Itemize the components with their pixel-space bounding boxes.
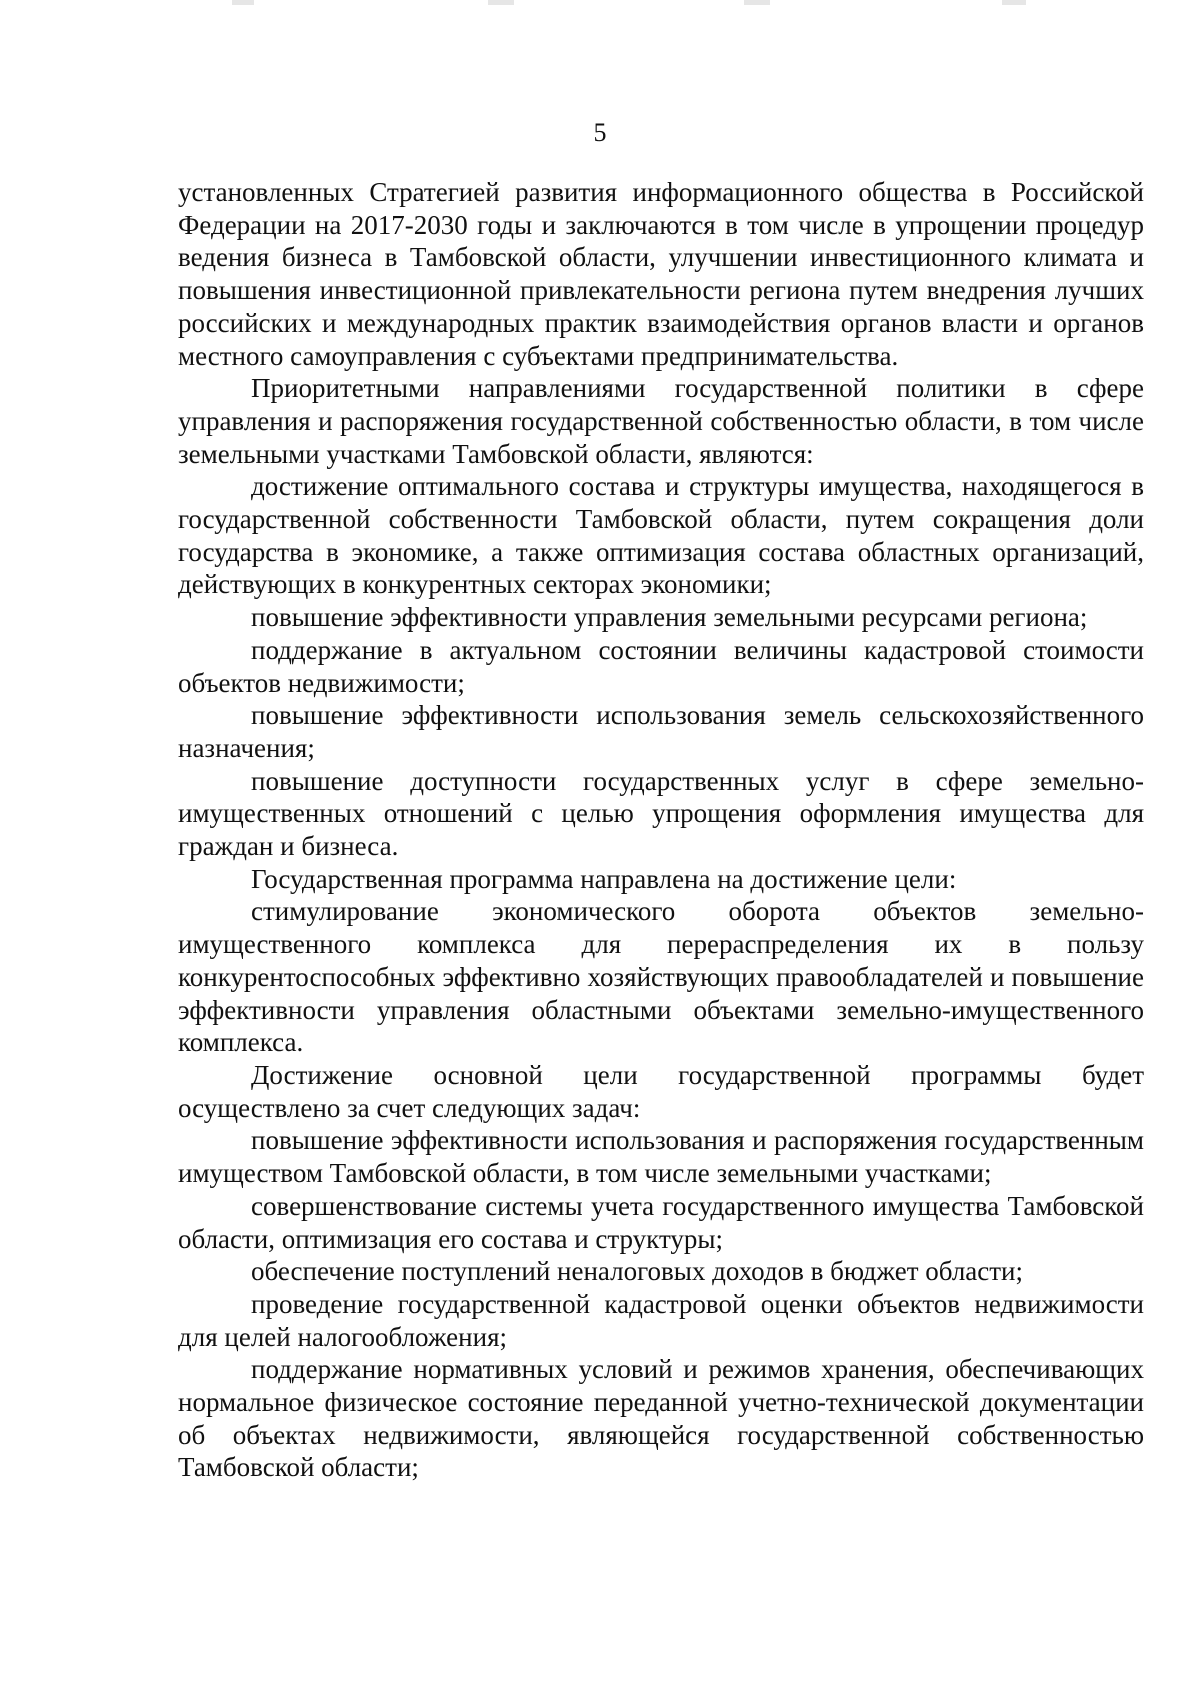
paragraph: достижение оптимального состава и структуры имущества, находящегося в государственной собственности Тамбовской области, путем сокращения доли государства в экономике, а также оптимизация состава областных организаций, действующих в конкурентных секторах экономики;: [178, 471, 1144, 600]
paragraph: Государственная программа направлена на достижение цели:: [251, 863, 957, 894]
paragraph: совершенствование системы учета государственного имущества Тамбовской области, оптимизация его состава и структуры;: [178, 1190, 1144, 1254]
paragraph: повышение эффективности использования земель сельскохозяйственного назначения;: [178, 700, 1144, 763]
scan-artifact: [1002, 0, 1026, 5]
scan-artifact: [232, 0, 254, 5]
paragraph: Достижение основной цели государственной программы будет осуществлено за счет следующих задач:: [178, 1059, 1144, 1123]
paragraph: установленных Стратегией развития информационного общества в Российской Федерации на 2017-2030 годы и заключаются в том числе в упрощении процедур ведения бизнеса в Тамбовской области, улучшении инвестиционного климата и повышения инвестиционной привлекательности региона путем внедрения лучших российских и международных практик взаимодействия органов власти и органов местного самоуправления с субъектами предпринимательства.: [178, 177, 1144, 371]
paragraph: стимулирование экономического оборота объектов земельно-имущественного комплекса для перераспределения их в пользу конкурентоспособных эффективно хозяйствующих правообладателей и повышение эффективности управления областными объектами земельно-имущественного комплекса.: [178, 896, 1144, 1058]
paragraph: проведение государственной кадастровой оценки объектов недвижимости для целей налогообложения;: [178, 1288, 1144, 1352]
paragraph: повышение эффективности использования и распоряжения государственным имуществом Тамбовской области, в том числе земельными участками;: [178, 1125, 1144, 1189]
paragraph: Приоритетными направлениями государственной политики в сфере управления и распоряжения государственной собственностью области, в том числе земельными участками Тамбовской области, являются:: [178, 373, 1144, 469]
scan-artifact: [744, 0, 770, 5]
document-body: [178, 176, 1144, 1484]
paragraph: повышение эффективности управления земельными ресурсами региона;: [251, 602, 1088, 633]
page-number: 5: [593, 118, 607, 147]
paragraph: обеспечение поступлений неналоговых доходов в бюджет области;: [251, 1256, 1024, 1287]
paragraph: поддержание нормативных условий и режимов хранения, обеспечивающих нормальное физическое состояние переданной учетно-технической документации об объектах недвижимости, являющейся государственной собственностью Тамбовской области;: [178, 1354, 1144, 1483]
paragraph: поддержание в актуальном состоянии величины кадастровой стоимости объектов недвижимости;: [178, 634, 1144, 698]
paragraph: повышение доступности государственных услуг в сфере земельно-имущественных отношений с целью упрощения оформления имущества для граждан и бизнеса.: [178, 765, 1144, 862]
scan-artifact: [488, 0, 514, 5]
